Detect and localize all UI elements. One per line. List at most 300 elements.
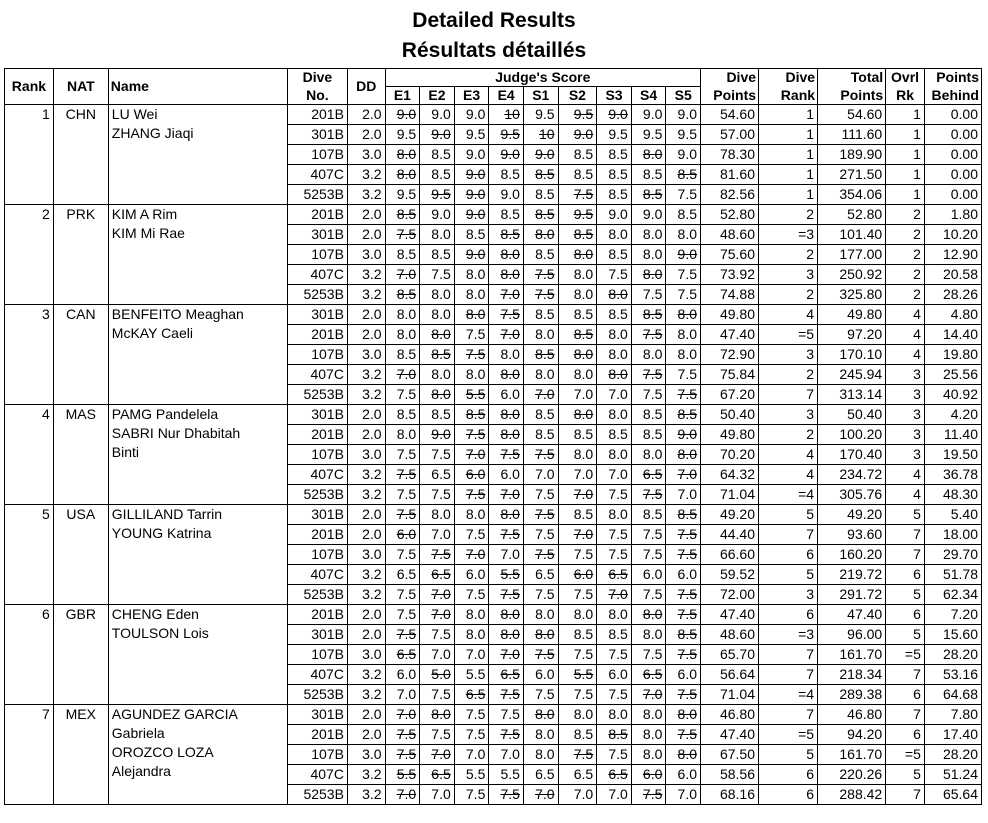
counted-score: 7.5 <box>500 706 520 722</box>
judge-score <box>420 185 455 205</box>
discarded-score: 8.5 <box>573 226 594 242</box>
counted-score: 8.0 <box>677 346 698 362</box>
dive-row <box>5 505 982 525</box>
points-behind: 51.24 <box>924 765 981 785</box>
counted-score: 7.5 <box>608 266 628 282</box>
judge-score <box>597 565 632 585</box>
dive-no: 201B <box>287 725 347 745</box>
judge-score <box>666 425 701 445</box>
judge-score <box>385 505 420 525</box>
counted-score: 8.0 <box>677 326 698 342</box>
judge-score <box>523 225 558 245</box>
col-points-behind-2: Behind <box>924 87 981 105</box>
judge-score <box>454 685 489 705</box>
discarded-score: 8.0 <box>431 326 451 342</box>
judge-score <box>666 645 701 665</box>
discarded-score: 8.5 <box>677 626 698 642</box>
counted-score: 8.0 <box>677 226 698 242</box>
total-points: 111.60 <box>818 125 886 145</box>
judge-score <box>489 385 524 405</box>
judge-score <box>597 185 632 205</box>
judge-score <box>558 125 597 145</box>
dive-points: 57.00 <box>701 125 759 145</box>
dive-row <box>5 605 982 625</box>
judge-score <box>523 685 558 705</box>
total-points: 288.42 <box>818 785 886 805</box>
counted-score: 7.5 <box>465 526 486 542</box>
counted-score: 7.5 <box>642 526 663 542</box>
judge-score <box>489 145 524 165</box>
judge-score <box>631 345 666 365</box>
team-names <box>108 105 287 205</box>
dive-dd: 3.0 <box>347 545 385 565</box>
counted-score: 6.5 <box>431 466 451 482</box>
dive-dd: 2.0 <box>347 105 385 125</box>
judge-score <box>454 645 489 665</box>
judge-score <box>420 385 455 405</box>
judge-score <box>420 365 455 385</box>
counted-score: 8.5 <box>535 186 555 202</box>
points-behind: 15.60 <box>924 625 981 645</box>
counted-score: 8.0 <box>573 286 594 302</box>
counted-score: 6.0 <box>677 566 698 582</box>
judge-score <box>558 105 597 125</box>
dive-no: 407C <box>287 265 347 285</box>
judge-score <box>558 225 597 245</box>
discarded-score: 7.5 <box>465 346 486 362</box>
dive-points: 48.60 <box>701 625 759 645</box>
counted-score: 8.0 <box>431 506 451 522</box>
dive-dd: 3.0 <box>347 745 385 765</box>
judge-score <box>558 205 597 225</box>
judge-score <box>666 105 701 125</box>
dive-rank: 2 <box>759 425 818 445</box>
judge-score <box>454 765 489 785</box>
dive-no: 107B <box>287 745 347 765</box>
judge-col: E4 <box>489 87 524 105</box>
discarded-score: 7.0 <box>500 646 520 662</box>
overall-rank: 6 <box>886 685 925 705</box>
discarded-score: 8.0 <box>535 706 555 722</box>
counted-score: 8.5 <box>677 206 698 222</box>
judge-score <box>454 265 489 285</box>
counted-score: 8.0 <box>608 226 628 242</box>
judge-score <box>558 565 597 585</box>
col-dd: DD <box>347 69 385 105</box>
judge-score <box>597 645 632 665</box>
judge-score <box>489 325 524 345</box>
judge-score <box>385 605 420 625</box>
counted-score: 7.5 <box>431 726 451 742</box>
discarded-score: 9.0 <box>677 246 698 262</box>
counted-score: 7.0 <box>573 386 594 402</box>
dive-dd: 2.0 <box>347 425 385 445</box>
counted-score: 9.0 <box>677 146 698 162</box>
dive-points: 50.40 <box>701 405 759 425</box>
total-points: 250.92 <box>818 265 886 285</box>
counted-score: 9.5 <box>677 126 698 142</box>
counted-score: 8.0 <box>465 286 486 302</box>
discarded-score: 7.5 <box>677 546 698 562</box>
points-behind: 28.20 <box>924 745 981 765</box>
points-behind: 48.30 <box>924 485 981 505</box>
counted-score: 8.0 <box>465 626 486 642</box>
judge-score <box>489 685 524 705</box>
counted-score: 8.0 <box>431 226 451 242</box>
discarded-score: 7.5 <box>573 746 594 762</box>
judge-score <box>385 365 420 385</box>
discarded-score: 9.0 <box>396 106 417 122</box>
overall-rank: 6 <box>886 605 925 625</box>
discarded-score: 8.0 <box>608 286 628 302</box>
judge-score <box>489 485 524 505</box>
judge-score <box>558 765 597 785</box>
judge-score <box>420 265 455 285</box>
team-nat: GBR <box>53 605 108 705</box>
judge-score <box>666 605 701 625</box>
judge-score <box>454 525 489 545</box>
judge-score <box>631 525 666 545</box>
counted-score: 6.0 <box>500 386 520 402</box>
discarded-score: 8.5 <box>535 206 555 222</box>
team-rank: 6 <box>5 605 54 705</box>
dive-no: 301B <box>287 125 347 145</box>
judge-score <box>558 345 597 365</box>
points-behind: 0.00 <box>924 185 981 205</box>
dive-points: 49.80 <box>701 305 759 325</box>
judge-score <box>385 585 420 605</box>
counted-score: 7.5 <box>573 586 594 602</box>
judge-score <box>385 265 420 285</box>
judge-score <box>385 525 420 545</box>
overall-rank: 1 <box>886 125 925 145</box>
discarded-score: 9.0 <box>431 126 451 142</box>
judge-score <box>558 325 597 345</box>
counted-score: 5.5 <box>500 766 520 782</box>
judge-score <box>523 585 558 605</box>
counted-score: 6.0 <box>500 466 520 482</box>
judge-score <box>523 785 558 805</box>
discarded-score: 7.5 <box>500 526 520 542</box>
judge-score <box>631 785 666 805</box>
dive-rank: 6 <box>759 545 818 565</box>
judge-score <box>385 305 420 325</box>
counted-score: 7.5 <box>535 586 555 602</box>
judge-col: E2 <box>420 87 455 105</box>
counted-score: 6.5 <box>535 566 555 582</box>
judge-col: S5 <box>666 87 701 105</box>
discarded-score: 7.5 <box>573 186 594 202</box>
judge-col: S2 <box>558 87 597 105</box>
dive-no: 5253B <box>287 585 347 605</box>
judge-score <box>523 725 558 745</box>
discarded-score: 7.0 <box>535 386 555 402</box>
total-points: 101.40 <box>818 225 886 245</box>
judge-score <box>597 785 632 805</box>
points-behind: 36.78 <box>924 465 981 485</box>
judge-score <box>420 685 455 705</box>
counted-score: 8.5 <box>608 246 628 262</box>
counted-score: 8.5 <box>431 146 451 162</box>
points-behind: 0.00 <box>924 105 981 125</box>
dive-dd: 2.0 <box>347 325 385 345</box>
judge-score <box>454 145 489 165</box>
dive-no: 107B <box>287 545 347 565</box>
points-behind: 25.56 <box>924 365 981 385</box>
discarded-score: 6.0 <box>465 466 486 482</box>
judge-score <box>454 725 489 745</box>
judge-score <box>420 485 455 505</box>
points-behind: 53.16 <box>924 665 981 685</box>
discarded-score: 7.5 <box>535 446 555 462</box>
overall-rank: 4 <box>886 325 925 345</box>
dive-row <box>5 705 982 725</box>
counted-score: 9.5 <box>396 186 417 202</box>
dive-no: 107B <box>287 245 347 265</box>
discarded-score: 9.0 <box>500 146 520 162</box>
judge-score <box>558 405 597 425</box>
judge-score <box>597 545 632 565</box>
title-block <box>0 0 988 68</box>
judge-score <box>385 785 420 805</box>
dive-points: 72.90 <box>701 345 759 365</box>
judge-score <box>489 665 524 685</box>
counted-score: 6.0 <box>608 666 628 682</box>
judge-score <box>489 105 524 125</box>
judge-score <box>631 105 666 125</box>
counted-score: 8.5 <box>500 206 520 222</box>
judge-score <box>558 445 597 465</box>
discarded-score: 8.5 <box>535 166 555 182</box>
counted-score: 8.5 <box>500 166 520 182</box>
judge-score <box>454 585 489 605</box>
judge-score <box>558 505 597 525</box>
results-table <box>4 68 982 805</box>
counted-score: 7.5 <box>396 546 417 562</box>
overall-rank: 7 <box>886 705 925 725</box>
counted-score: 7.0 <box>677 486 698 502</box>
points-behind: 19.50 <box>924 445 981 465</box>
overall-rank: 4 <box>886 345 925 365</box>
counted-score: 8.0 <box>608 506 628 522</box>
diver-name: KIM A Rim <box>111 206 178 222</box>
total-points: 291.72 <box>818 585 886 605</box>
judge-score <box>523 705 558 725</box>
judge-score <box>385 685 420 705</box>
diver-name: McKAY Caeli <box>111 325 193 341</box>
judge-score <box>597 605 632 625</box>
judge-score <box>666 345 701 365</box>
dive-dd: 3.2 <box>347 385 385 405</box>
judge-score <box>385 225 420 245</box>
discarded-score: 7.5 <box>677 586 698 602</box>
judge-score <box>454 365 489 385</box>
dive-dd: 2.0 <box>347 705 385 725</box>
judge-score <box>454 545 489 565</box>
counted-score: 7.5 <box>396 586 417 602</box>
dive-no: 201B <box>287 525 347 545</box>
judge-score <box>489 445 524 465</box>
discarded-score: 6.5 <box>431 566 451 582</box>
judge-score <box>631 685 666 705</box>
team-nat: MAS <box>53 405 108 505</box>
dive-rank: 2 <box>759 245 818 265</box>
judge-score <box>454 205 489 225</box>
counted-score: 7.5 <box>465 786 486 802</box>
judge-score <box>420 105 455 125</box>
judge-score <box>489 365 524 385</box>
judge-score <box>385 345 420 365</box>
dive-rank: 6 <box>759 605 818 625</box>
discarded-score: 8.0 <box>465 306 486 322</box>
judge-score <box>597 125 632 145</box>
counted-score: 8.5 <box>642 166 663 182</box>
judge-score <box>631 245 666 265</box>
judge-score <box>666 505 701 525</box>
judge-score <box>631 325 666 345</box>
dive-points: 71.04 <box>701 485 759 505</box>
counted-score: 7.5 <box>396 386 417 402</box>
judge-score <box>666 325 701 345</box>
judge-col: S3 <box>597 87 632 105</box>
judge-score <box>523 565 558 585</box>
counted-score: 8.5 <box>573 726 594 742</box>
team-names <box>108 305 287 405</box>
judge-score <box>523 745 558 765</box>
dive-dd: 2.0 <box>347 625 385 645</box>
judge-score <box>420 165 455 185</box>
dive-no: 301B <box>287 405 347 425</box>
judge-score <box>631 225 666 245</box>
discarded-score: 9.5 <box>431 186 451 202</box>
dive-dd: 3.2 <box>347 485 385 505</box>
overall-rank: 5 <box>886 765 925 785</box>
dive-rank: 7 <box>759 525 818 545</box>
judge-score <box>420 645 455 665</box>
judge-score <box>631 665 666 685</box>
judge-score <box>631 365 666 385</box>
discarded-score: 7.0 <box>396 366 417 382</box>
counted-score: 8.5 <box>573 626 594 642</box>
counted-score: 7.0 <box>500 546 520 562</box>
page-subtitle: Résultats détaillés <box>401 39 587 62</box>
discarded-score: 7.5 <box>500 686 520 702</box>
discarded-score: 6.5 <box>431 766 451 782</box>
counted-score: 7.0 <box>431 786 451 802</box>
discarded-score: 7.0 <box>431 606 451 622</box>
total-points: 93.60 <box>818 525 886 545</box>
dive-rank: 6 <box>759 765 818 785</box>
points-behind: 17.40 <box>924 725 981 745</box>
counted-score: 6.0 <box>535 666 555 682</box>
col-dive-points-1: Dive <box>701 69 759 87</box>
dive-dd: 3.0 <box>347 445 385 465</box>
points-behind: 5.40 <box>924 505 981 525</box>
discarded-score: 7.5 <box>431 546 451 562</box>
diver-name: OROZCO LOZA <box>111 744 214 760</box>
dive-points: 47.40 <box>701 605 759 625</box>
discarded-score: 8.0 <box>396 166 417 182</box>
total-points: 177.00 <box>818 245 886 265</box>
judge-score <box>489 405 524 425</box>
judge-score <box>666 205 701 225</box>
dive-no: 301B <box>287 705 347 725</box>
judge-score <box>385 665 420 685</box>
counted-score: 8.5 <box>642 426 663 442</box>
discarded-score: 7.0 <box>500 286 520 302</box>
judge-score <box>666 785 701 805</box>
dive-points: 49.80 <box>701 425 759 445</box>
counted-score: 8.5 <box>573 166 594 182</box>
dive-no: 5253B <box>287 785 347 805</box>
dive-no: 201B <box>287 325 347 345</box>
counted-score: 8.0 <box>573 446 594 462</box>
total-points: 271.50 <box>818 165 886 185</box>
judge-score <box>454 565 489 585</box>
dive-no: 301B <box>287 505 347 525</box>
team-names <box>108 605 287 705</box>
judge-score <box>420 225 455 245</box>
judge-score <box>631 645 666 665</box>
judge-score <box>454 185 489 205</box>
judge-score <box>489 545 524 565</box>
counted-score: 8.5 <box>396 406 417 422</box>
judge-score <box>420 205 455 225</box>
col-rank: Rank <box>5 69 54 105</box>
judge-score <box>420 525 455 545</box>
judge-score <box>385 405 420 425</box>
dive-no: 201B <box>287 605 347 625</box>
judge-score <box>666 765 701 785</box>
overall-rank: 7 <box>886 785 925 805</box>
points-behind: 14.40 <box>924 325 981 345</box>
judge-score <box>597 745 632 765</box>
discarded-score: 6.0 <box>396 526 417 542</box>
overall-rank: =5 <box>886 745 925 765</box>
counted-score: 7.5 <box>608 686 628 702</box>
judge-score <box>666 685 701 705</box>
discarded-score: 8.0 <box>396 146 417 162</box>
counted-score: 8.0 <box>608 606 628 622</box>
discarded-score: 7.0 <box>642 686 663 702</box>
judge-score <box>597 305 632 325</box>
judge-score <box>420 405 455 425</box>
overall-rank: 2 <box>886 245 925 265</box>
dive-rank: 1 <box>759 145 818 165</box>
overall-rank: 4 <box>886 485 925 505</box>
dive-dd: 2.0 <box>347 505 385 525</box>
counted-score: 8.0 <box>465 266 486 282</box>
total-points: 325.80 <box>818 285 886 305</box>
counted-score: 9.5 <box>642 126 663 142</box>
dive-no: 5253B <box>287 685 347 705</box>
discarded-score: 6.5 <box>642 466 663 482</box>
diver-name: ZHANG Jiaqi <box>111 125 194 141</box>
overall-rank: 1 <box>886 105 925 125</box>
counted-score: 8.5 <box>608 306 628 322</box>
overall-rank: 1 <box>886 185 925 205</box>
judge-score <box>454 165 489 185</box>
total-points: 161.70 <box>818 645 886 665</box>
counted-score: 7.5 <box>396 486 417 502</box>
counted-score: 7.0 <box>396 686 417 702</box>
counted-score: 8.5 <box>431 166 451 182</box>
dive-dd: 2.0 <box>347 605 385 625</box>
discarded-score: 7.5 <box>396 506 417 522</box>
judge-score <box>420 785 455 805</box>
dive-dd: 3.2 <box>347 565 385 585</box>
discarded-score: 9.0 <box>465 246 486 262</box>
